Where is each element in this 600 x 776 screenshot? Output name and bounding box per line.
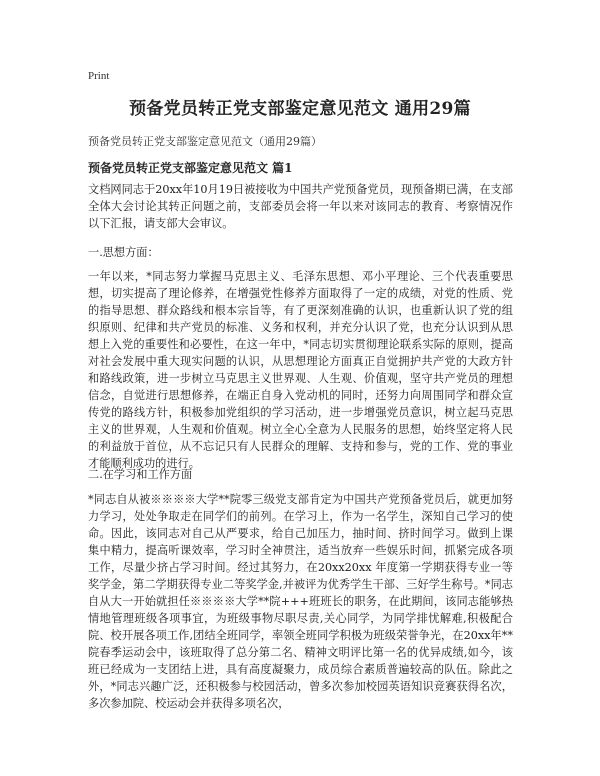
print-label[interactable]: Print — [88, 70, 110, 82]
document-subtitle: 预备党员转正党支部鉴定意见范文（通用29篇） — [88, 135, 322, 148]
page-title: 预备党员转正党支部鉴定意见范文 通用29篇 — [129, 99, 471, 119]
section-title: 预备党员转正党支部鉴定意见范文 篇1 — [88, 161, 293, 175]
intro-paragraph: 文档网同志于20xx年10月19日被接收为中国共产党预备党员，现预备期已满，在支部全体大会讨论其转正问题之前，支部委员会将一年以来对该同志的教育、考察情况作以下汇报，请支部大会审议。 — [88, 183, 513, 230]
thought-paragraph: 一年以来，*同志努力掌握马克思主义、毛泽东思想、邓小平理论、三个代表重要思想，切实提高了理论修养，在增强党性修养方面取得了一定的成绩，对党的性质、党的指导思想、群众路线和根本宗旨等，有了更深刻准确的认识，也重新认识了党的组织原则、纪律和共产党员的标准、义务和权利，并充分认识了党，也充分认识到从思想上入党的重要性和必要性，在这一年中，*同志切实贯彻理论联系实际的原则，提高对社会发展中重大现实问题的认识，从思想理论方面真正自觉拥护共产党的大政方针和路线政策，进一步树立马克思主义世界观、人生观、价值观，坚守共产党员的理想信念，自觉进行思想修养，在端正自身入党动机的同时，还努力向周围同学和群众宣传党的路线方针，积极参加党组织的学习活动，进一步增强党员意识，树立起马克思主义的世界观，人生观和价值观。树立全心全意为人民服务的思想，始终坚定将人民的利益放于首位，从不忘记只有人民群众的理解、支持和参与，党的工作、党的事业才能顺利成功的进行。 — [88, 270, 513, 470]
heading-study-work: 二.在学习和工作方面 — [88, 468, 193, 481]
study-work-paragraph: *同志自从被※※※※大学**院零三级党支部肯定为中国共产党预备党员后，就更加努力学习，处处争取走在同学们的前列。在学习上，作为一名学生，深知自己学习的使命。因此，该同志对自己从严要求，给自己加压力，抽时间、挤时间学习。做到上课集中精力，提高听课效率，学习时全神贯注，适当放弃一些娱乐时间，抓紧完成各项工作，尽量少挤占学习时间。经过其努力，在20xx20xx 年度第一学期获得专业一等奖学金，第二学期获得专业二等奖学金,并被评为优秀学生干部、三好学生称号。*同志自从大一开始就担任※※※※大学**院+++班班长的职务，在此期间，该同志能够热情地管理班级各项事宜，为班级事物尽职尽责,关心同学，为同学排忧解难,积极配合院、校开展各项工作,团结全班同学，率领全班同学积极为班级荣誉争光，在20xx年**院春季运动会中，该班取得了总分第二名、精神文明评比第一名的优异成绩,如今，该班已经成为一支团结上进，具有高度凝聚力，成员综合素质普遍较高的队伍。除此之外，*同志兴趣广泛，还积极参与校园活动，曾多次参加校园英语知识竞赛获得名次，多次参加院、校运动会并获得多项名次， — [88, 493, 513, 710]
heading-thought: 一.思想方面： — [88, 246, 159, 259]
